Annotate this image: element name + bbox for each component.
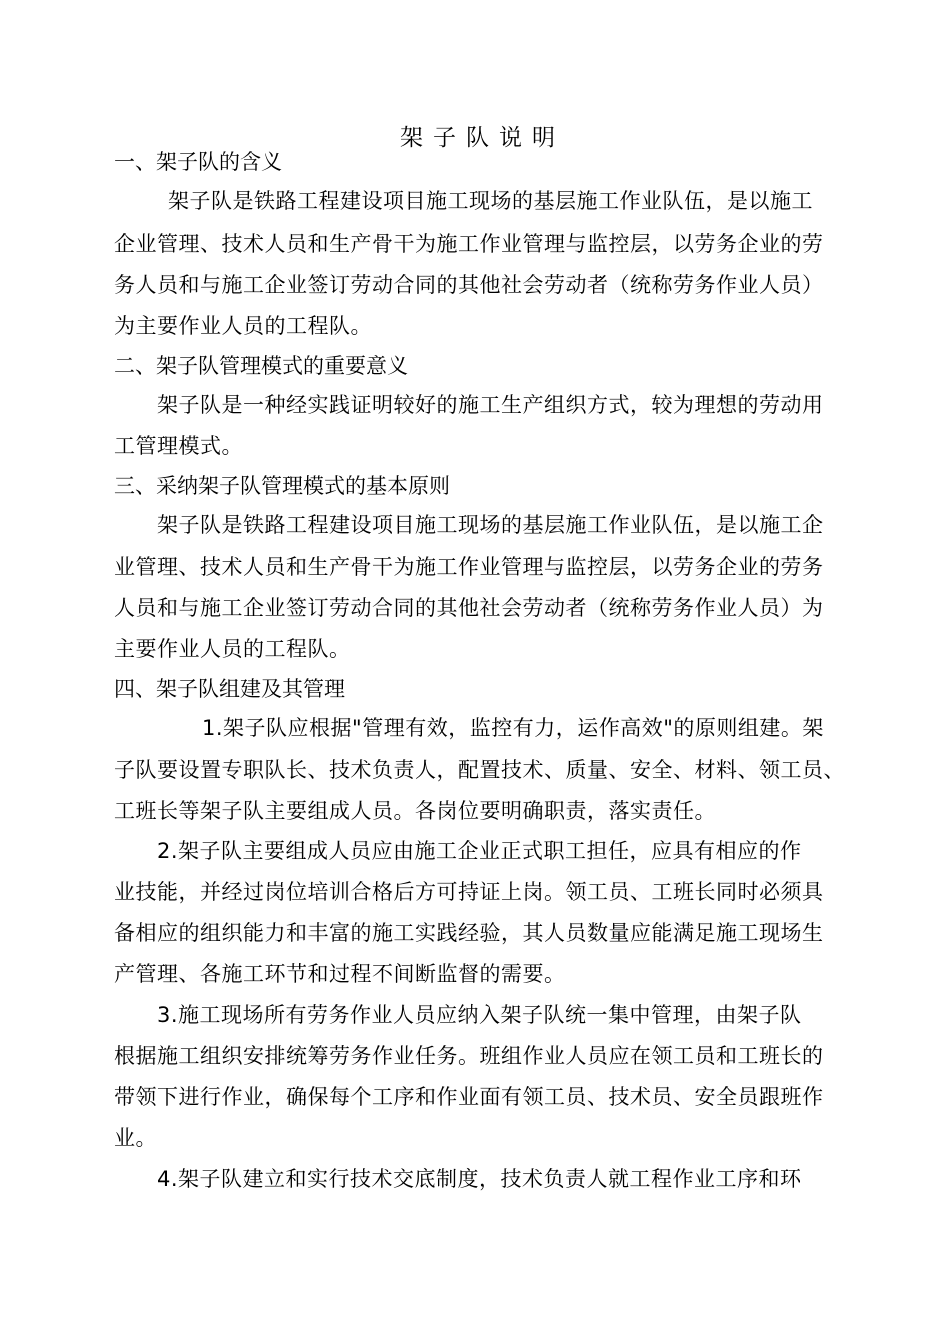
paragraph-line: 工管理模式。 [114,434,243,458]
paragraph-line: 根据施工组织安排统筹劳务作业任务。班组作业人员应在领工员和工班长的 [114,1044,824,1068]
section-heading-1: 一、架子队的含义 [114,150,282,174]
paragraph-line: 业管理、技术人员和生产骨干为施工作业管理与监控层，以劳务企业的劳务 [114,555,824,579]
paragraph-line: 主要作业人员的工程队。 [114,637,351,661]
paragraph-line: 带领下进行作业，确保每个工序和作业面有领工员、技术员、安全员跟班作 [114,1085,824,1109]
paragraph-line: 务人员和与施工企业签订劳动合同的其他社会劳动者（统称劳务作业人员） [114,273,824,297]
paragraph-line: 子队要设置专职队长、技术负责人，配置技术、质量、安全、材料、领工员、 [114,758,845,782]
section-heading-2: 二、架子队管理模式的重要意义 [114,354,408,378]
paragraph-line: 产管理、各施工环节和过程不间断监督的需要。 [114,962,566,986]
paragraph-line: 3.施工现场所有劳务作业人员应纳入架子队统一集中管理，由架子队 [157,1003,802,1027]
document-title: 架子队说明 [400,125,565,151]
paragraph-line: 架子队是一种经实践证明较好的施工生产组织方式，较为理想的劳动用 [157,393,824,417]
paragraph-line: 1.架子队应根据"管理有效，监控有力，运作高效"的原则组建。架 [202,716,824,740]
paragraph-line: 企业管理、技术人员和生产骨干为施工作业管理与监控层，以劳务企业的劳 [114,232,824,256]
paragraph-line: 业。 [114,1126,157,1150]
paragraph-line: 架子队是铁路工程建设项目施工现场的基层施工作业队伍，是以施工企 [157,513,824,537]
section-heading-4: 四、架子队组建及其管理 [114,677,345,701]
paragraph-line: 人员和与施工企业签订劳动合同的其他社会劳动者（统称劳务作业人员）为 [114,596,824,620]
paragraph-line: 为主要作业人员的工程队。 [114,314,372,338]
paragraph-line: 4.架子队建立和实行技术交底制度，技术负责人就工程作业工序和环 [157,1167,802,1191]
paragraph-line: 业技能，并经过岗位培训合格后方可持证上岗。领工员、工班长同时必须具 [114,880,824,904]
paragraph-line: 2.架子队主要组成人员应由施工企业正式职工担任，应具有相应的作 [157,839,802,863]
paragraph-line: 备相应的组织能力和丰富的施工实践经验，其人员数量应能满足施工现场生 [114,921,824,945]
section-heading-3: 三、采纳架子队管理模式的基本原则 [114,474,450,498]
paragraph-line: 工班长等架子队主要组成人员。各岗位要明确职责，落实责任。 [114,799,716,823]
paragraph-line: 架子队是铁路工程建设项目施工现场的基层施工作业队伍，是以施工 [168,189,813,213]
